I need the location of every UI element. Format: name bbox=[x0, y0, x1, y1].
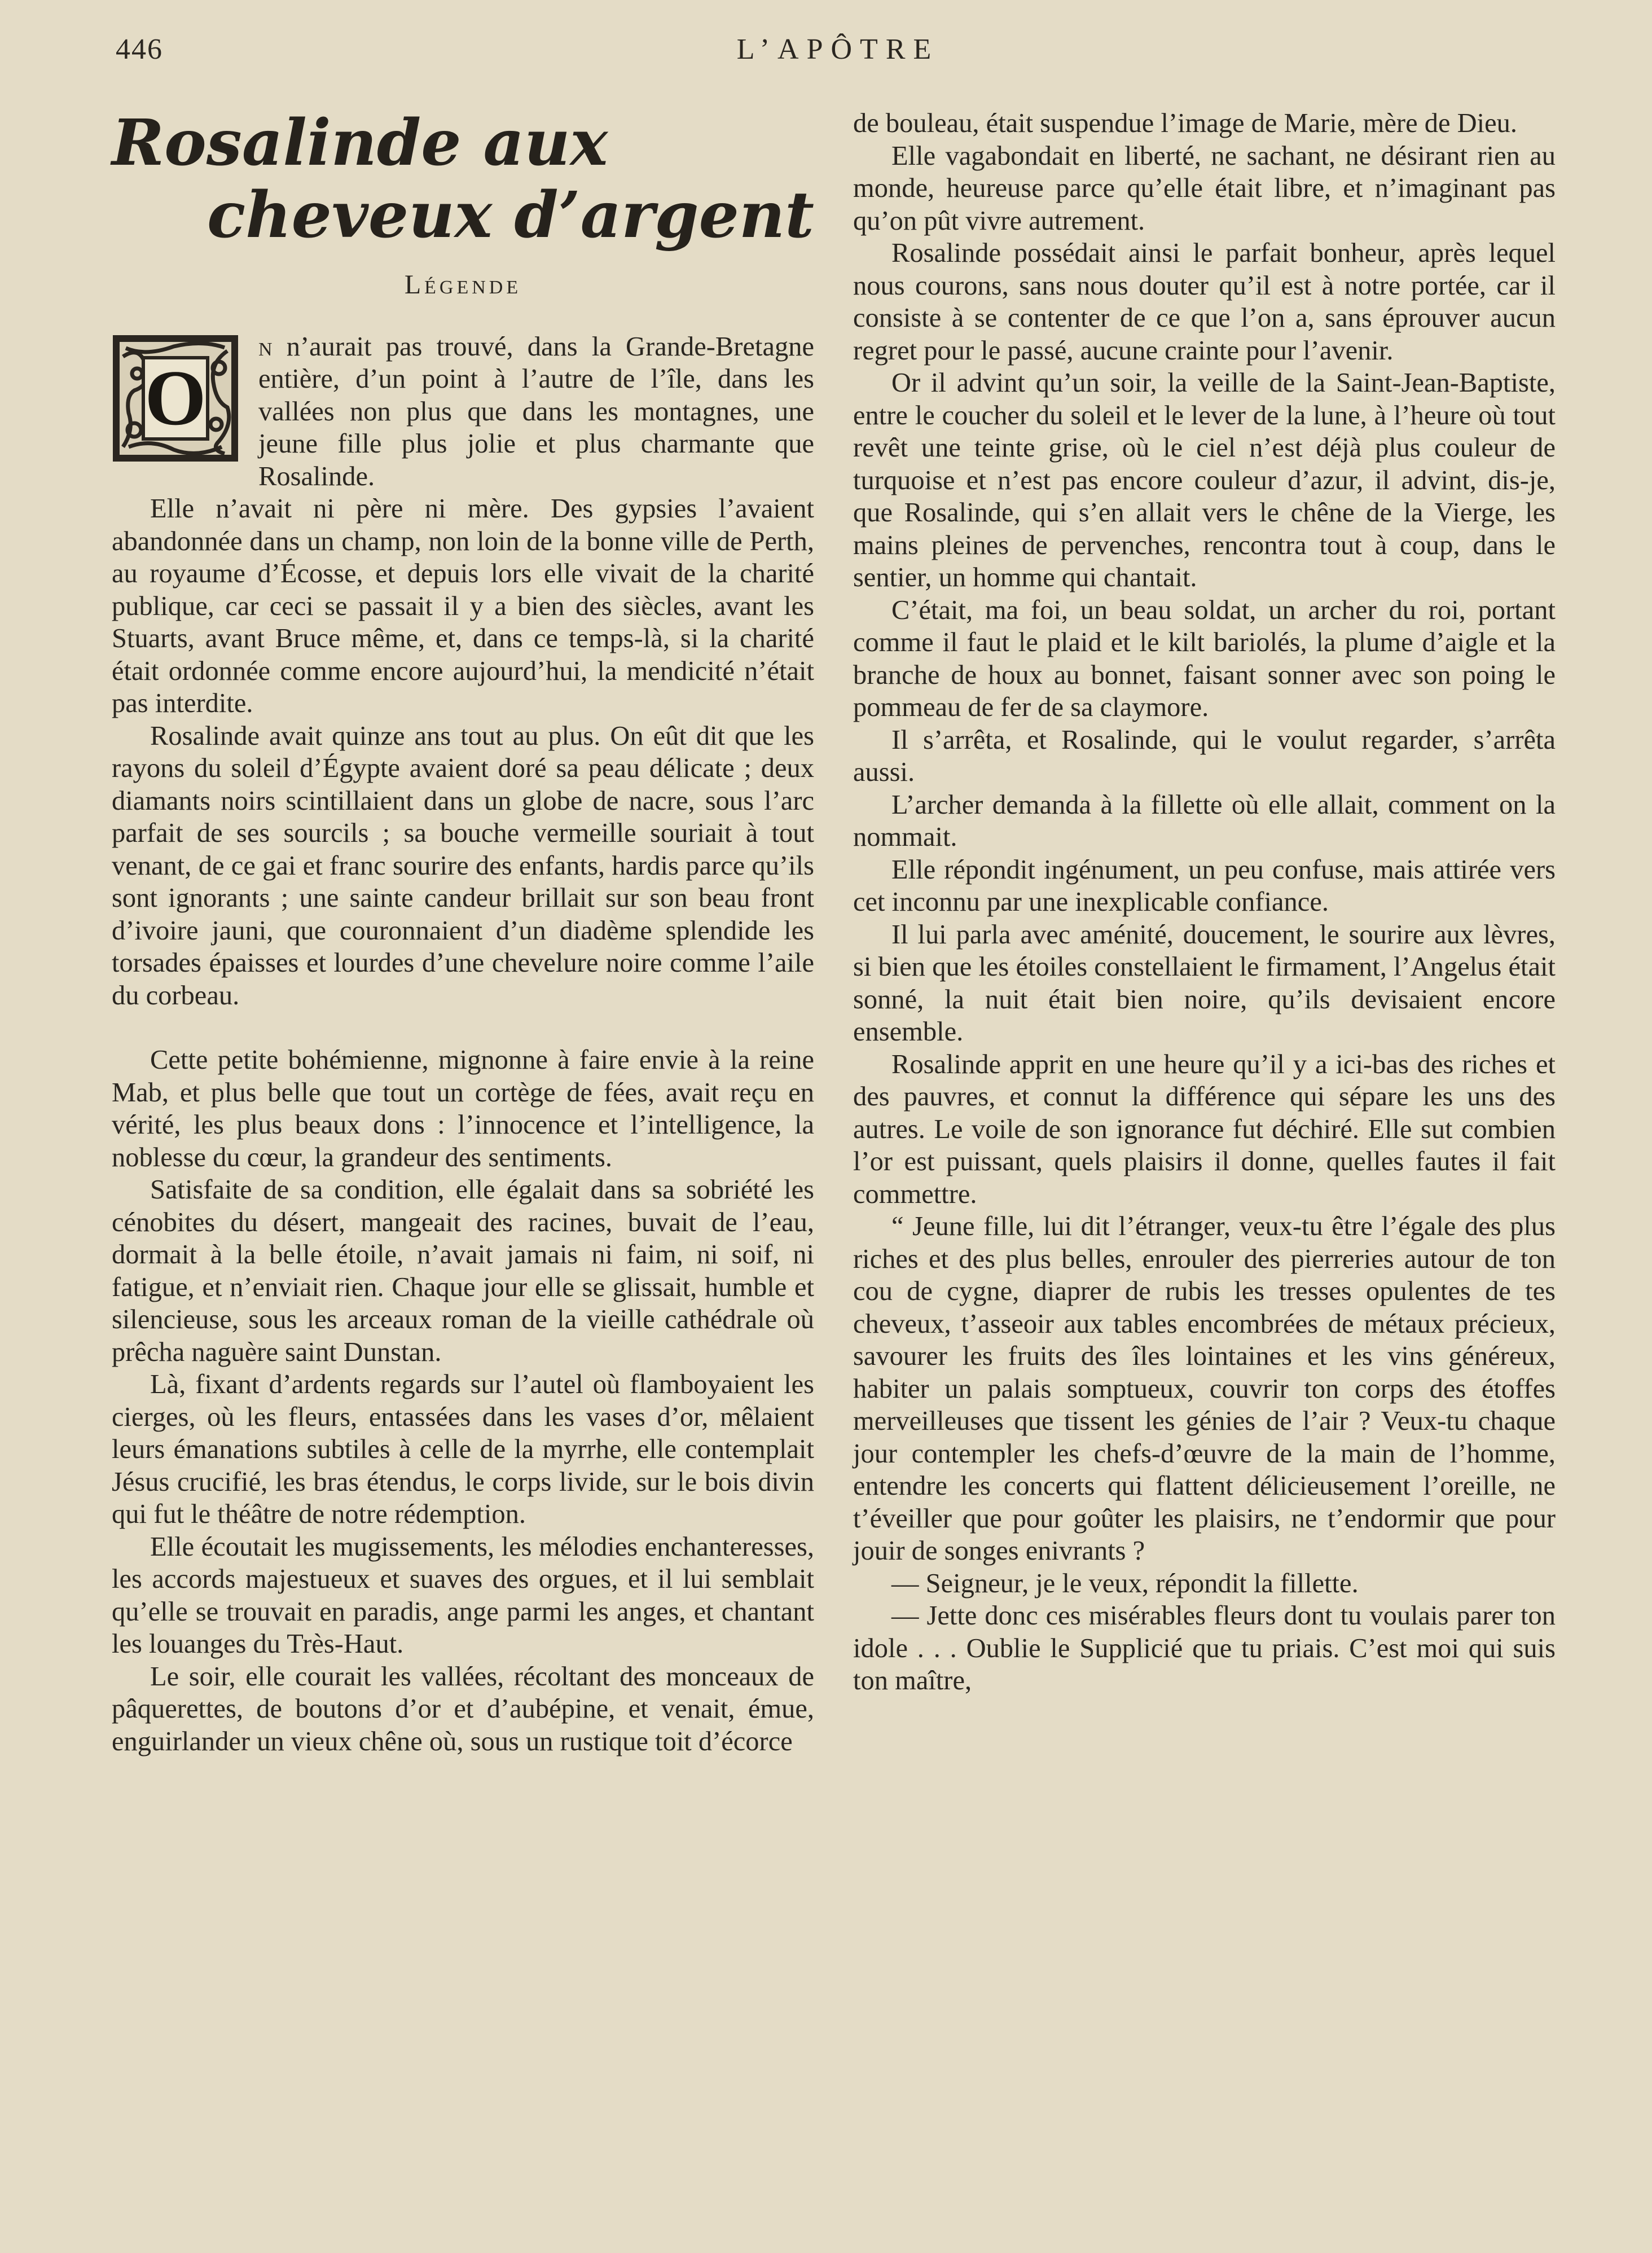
running-header bbox=[116, 33, 1560, 78]
paragraph: Cette petite bohémienne, mignonne à faire envie à la reine Mab, et plus belle que tout un cortège de fées, avait reçu en vérité, les plus beaux dons : l’innocence et l’intelligence, la noblesse du cœur, la grandeur des sentiments. bbox=[112, 1045, 814, 1172]
paragraph: Elle écoutait les mugissements, les mélodies enchanteresses, les accords majestueux et suaves des orgues, et il lui semblait qu’elle se trouvait en paradis, ange parmi les anges, et chantant les louanges du Très-Haut. bbox=[112, 1531, 814, 1659]
paragraph: “ Jeune fille, lui dit l’étranger, veux-tu être l’égale des plus riches et des plus belles, enrouler des pierreries autour de ton cou de cygne, diaprer de rubis les tresses opulentes de tes cheveux, t’asseoir aux tables encombrées de métaux précieux, savourer les fruits des îles lointaines et les vins généreux, habiter un palais somptueux, couvrir ton corps des étoffes merveilleuses que tissent les génies de l’air ? Veux-tu chaque jour contempler les chefs-d’œuvre de la main de l’homme, entendre les concerts qui flattent délicieusement l’oreille, ne t’éveiller que pour goûter les plaisirs, ne t’endormir que pour jouir de songes enivrants ? bbox=[853, 1211, 1556, 1566]
page-number: 446 bbox=[116, 33, 163, 65]
paragraph: Rosalinde apprit en une heure qu’il y a ici-bas des riches et des pauvres, et connut la différence qui sépare les uns des autres. Le voile de son ignorance fut déchiré. Elle sut combien l’or est puissant, quels plaisirs il donne, quelles fautes il fait commettre. bbox=[853, 1049, 1556, 1209]
paragraph: Là, fixant d’ardents regards sur l’autel où flamboyaient les cierges, où les fleurs, entassées dans les vases d’or, mêlaient leurs émanations subtiles à celle de la myrrhe, elle contemplait Jésus crucifié, les bras étendus, le corps livide, sur le bois divin qui fut le théâtre de notre rédemption. bbox=[112, 1369, 814, 1529]
paragraph: Elle n’avait ni père ni mère. Des gypsies l’avaient abandonnée dans un champ, non loin de la bonne ville de Perth, au royaume d’Écosse, et depuis lors elle vivait de la charité publique, car ceci se passait il y a bien des siècles, avant les Stuarts, avant Bruce même, et, dans ce temps-là, si la charité était ordonnée comme encore aujourd’hui, la mendicité n’était pas interdite. bbox=[112, 494, 814, 718]
paragraph: — Jette donc ces misérables fleurs dont tu voulais parer ton idole . . . Oublie le Supplicié que tu priais. C’est moi qui suis ton maître, bbox=[853, 1601, 1556, 1696]
paragraph: Il s’arrêta, et Rosalinde, qui le voulut regarder, s’arrêta aussi. bbox=[853, 724, 1556, 787]
paragraph: Satisfaite de sa condition, elle égalait dans sa sobriété les cénobites du désert, mangeait des racines, buvait de l’eau, dormait à la belle étoile, n’avait jamais ni faim, ni soif, ni fatigue, et n’enviait rien. Chaque jour elle se glissait, humble et silencieuse, sous les arceaux roman de la vieille cathédrale où prêcha naguère saint Dunstan. bbox=[112, 1175, 814, 1367]
first-paragraph bbox=[112, 331, 814, 493]
drop-cap-letter: O bbox=[144, 354, 206, 442]
paragraph: Rosalinde possédait ainsi le parfait bonheur, après lequel nous courons, sans nous douter qu’il est à notre portée, car il consiste à se contenter de ce que l’on a, sans éprouver aucun regret pour le passé, aucune crainte pour l’avenir. bbox=[853, 238, 1556, 366]
article-title-line-1: Rosalinde aux bbox=[112, 106, 608, 180]
paragraph: — Seigneur, je le veux, répondit la fillette. bbox=[891, 1568, 1359, 1598]
ornamental-drop-cap-icon bbox=[112, 334, 239, 463]
paragraph: C’était, ma foi, un beau soldat, un archer du roi, portant comme il faut le plaid et le kilt bariolés, la plume d’aigle et la branche de houx au bonnet, faisant sonner avec son poing le pommeau de fer de sa claymore. bbox=[853, 595, 1556, 722]
drop-cap-continuation: n bbox=[258, 331, 273, 362]
paragraph: de bouleau, était suspendue l’image de Marie, mère de Dieu. bbox=[853, 108, 1518, 138]
left-column bbox=[112, 107, 814, 1758]
paragraph: Elle répondit ingénument, un peu confuse, mais attirée vers cet inconnu par une inexplicable confiance. bbox=[853, 854, 1556, 917]
article-title-line-2: cheveux d’argent bbox=[206, 178, 814, 252]
paragraph: Rosalinde avait quinze ans tout au plus. On eût dit que les rayons du soleil d’Égypte avaient doré sa peau délicate ; deux diamants noirs scintillaient dans un globe de nacre, sous l’arc parfait de ses sourcils ; sa bouche vermeille souriait à tout venant, de ce gai et franc sourire des enfants, hardis parce qu’ils sont ignorants ; une sainte candeur brillait sur son beau front d’ivoire jauni, que couronnaient d’un diadème splendide les torsades épaisses et lourdes d’une chevelure noire comme l’aile du corbeau. bbox=[112, 721, 814, 1011]
paragraph: Or il advint qu’un soir, la veille de la Saint-Jean-Baptiste, entre le coucher du soleil et le lever de la lune, à l’heure où tout revêt une teinte grise, où le ciel n’est déjà plus couleur de turquoise et n’est pas encore couleur d’azur, il advint, dis-je, que Rosalinde, qui s’en allait vers le chêne de la Vierge, les mains pleines de pervenches, rencontra tout à coup, dans le sentier, un homme qui chantait. bbox=[853, 368, 1556, 592]
right-column bbox=[853, 107, 1556, 1697]
article-subtitle: Légende bbox=[404, 270, 522, 300]
journal-title: L’APÔTRE bbox=[736, 33, 939, 65]
paragraph: Le soir, elle courait les vallées, récoltant des monceaux de pâquerettes, de boutons d’or et d’aubépine, et venait, émue, enguirlander un vieux chêne où, sous un rustique toit d’écorce bbox=[112, 1661, 814, 1756]
paragraph-text: n’aurait pas trouvé, dans la Grande-Bretagne entière, d’un point à l’autre de l’île, dans les vallées non plus que dans les montagnes, une jeune fille plus jolie et plus charmante que Rosalinde. bbox=[258, 331, 814, 491]
paragraph: Elle vagabondait en liberté, ne sachant, ne désirant rien au monde, heureuse parce qu’elle était libre, et n’imaginant pas qu’on pût vivre autrement. bbox=[853, 140, 1556, 236]
paragraph: Il lui parla avec aménité, doucement, le sourire aux lèvres, si bien que les étoiles constellaient le firmament, l’Angelus était sonné, la nuit était bien noire, qu’ils devisaient encore ensemble. bbox=[853, 919, 1556, 1047]
paragraph: L’archer demanda à la fillette où elle allait, comment on la nommait. bbox=[853, 789, 1556, 852]
